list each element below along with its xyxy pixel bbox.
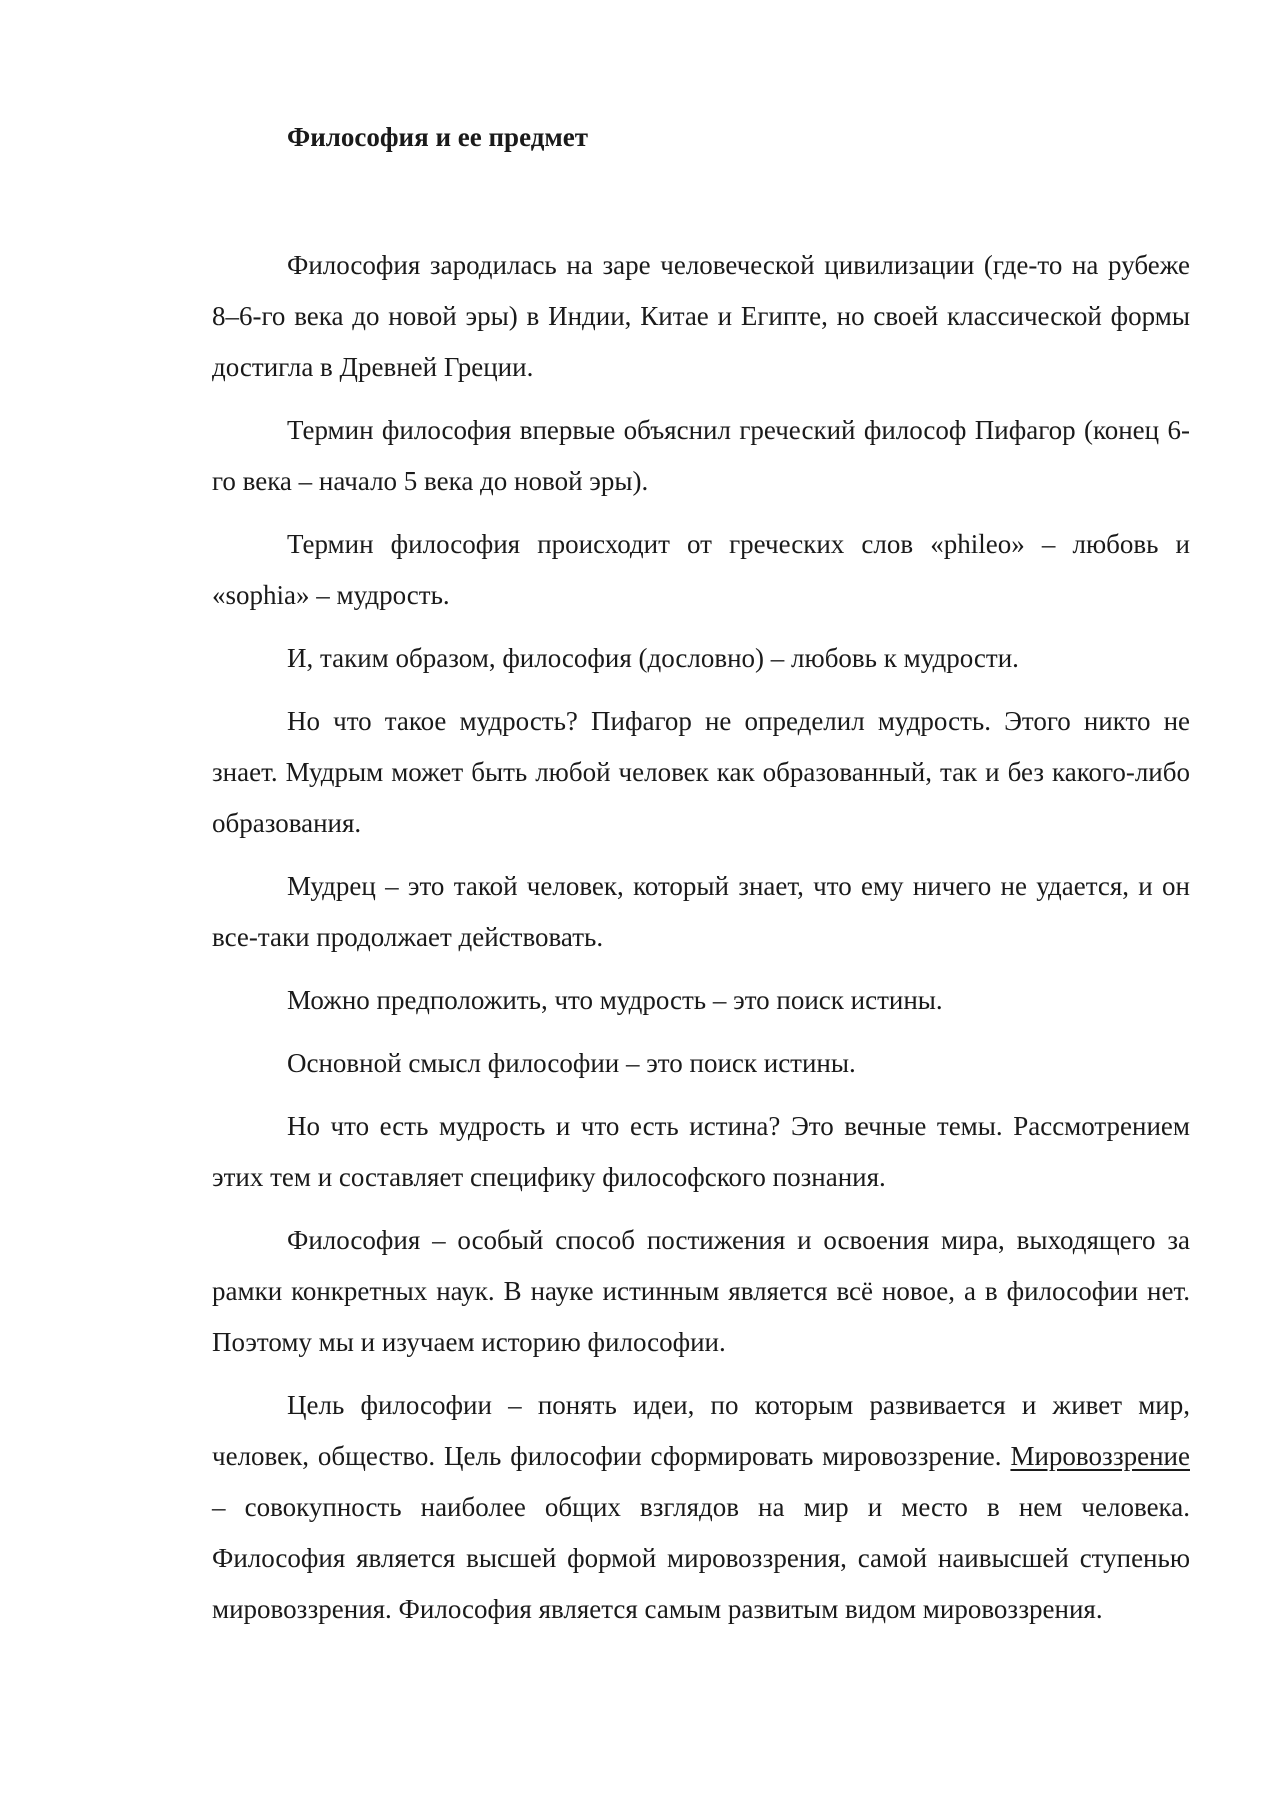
paragraph-goal-part1: Цель философии – понять идеи, по которым развивается и живет мир, человек, общество. Цель философии сформировать мировоззрение. [212, 1390, 1190, 1471]
paragraph-goal [212, 1380, 1190, 1635]
paragraph-what-is-wisdom: Но что такое мудрость? Пифагор не определил мудрость. Этого никто не знает. Мудрым может быть любой человек как образованный, так и без какого-либо образования. [212, 706, 1190, 838]
paragraph-main-meaning: Основной смысл философии – это поиск истины. [287, 1048, 856, 1078]
paragraph-etymology: Термин философия происходит от греческих слов «phileo» – любовь и «sophia» – мудрость. [212, 529, 1190, 610]
document-title: Философия и ее предмет [287, 122, 588, 152]
paragraph-search-truth: Можно предположить, что мудрость – это поиск истины. [287, 985, 943, 1015]
paragraph-pythagoras: Термин философия впервые объяснил греческий философ Пифагор (конец 6-го века – начало 5 века до новой эры). [212, 415, 1190, 496]
term-worldview: Мировоззрение [1010, 1441, 1190, 1471]
paragraph-goal-part2: – совокупность наиболее общих взглядов на мир и место в нем человека. Философия является высшей формой мировоззрения, самой наивысшей ступенью мировоззрения. Философия является самым развитым видом мировоззрения. [212, 1492, 1190, 1624]
paragraph-love-of-wisdom: И, таким образом, философия (дословно) – любовь к мудрости. [287, 643, 1019, 673]
paragraph-eternal-themes: Но что есть мудрость и что есть истина? Это вечные темы. Рассмотрением этих тем и составляет специфику философского познания. [212, 1111, 1190, 1192]
paragraph-origin: Философия зародилась на заре человеческой цивилизации (где-то на рубеже 8–6-го века до новой эры) в Индии, Китае и Египте, но своей классической формы достигла в Древней Греции. [212, 250, 1190, 382]
paragraph-special-way: Философия – особый способ постижения и освоения мира, выходящего за рамки конкретных наук. В науке истинным является всё новое, а в философии нет. Поэтому мы и изучаем историю философии. [212, 1225, 1190, 1357]
paragraph-sage: Мудрец – это такой человек, который знает, что ему ничего не удается, и он все-таки продолжает действовать. [212, 871, 1190, 952]
document-body [212, 118, 1190, 1635]
